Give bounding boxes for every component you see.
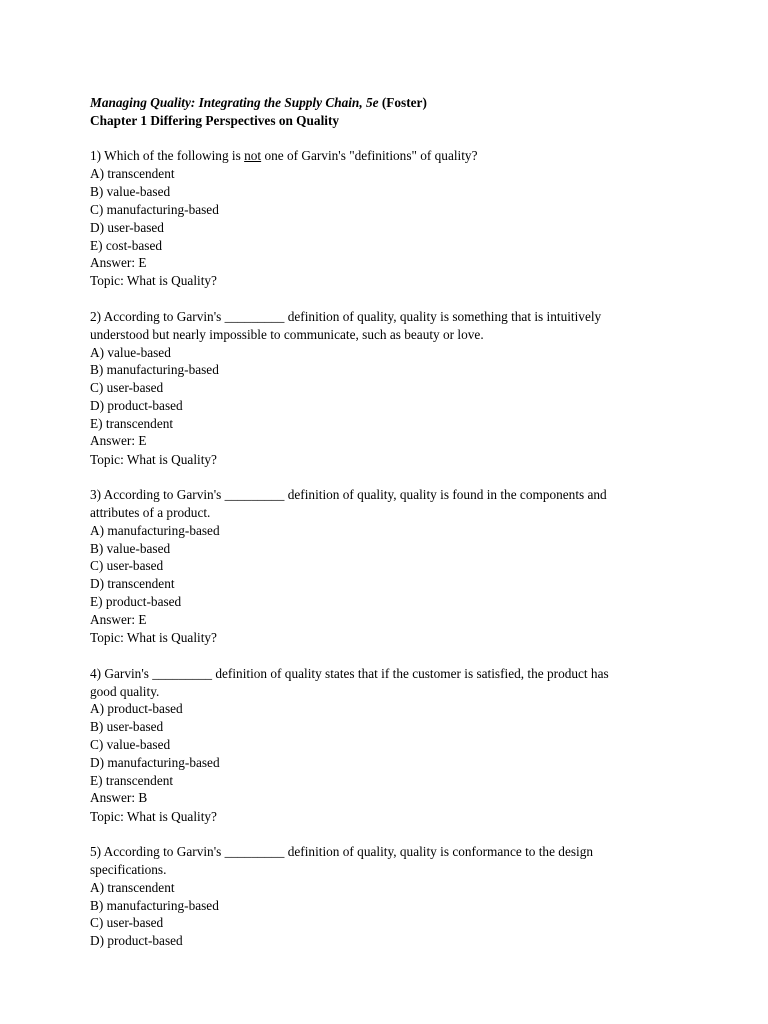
question-3-topic: Topic: What is Quality? bbox=[90, 630, 217, 645]
question-3-stem-line-2: attributes of a product. bbox=[90, 505, 211, 520]
question-4-option-b: B) user-based bbox=[90, 719, 164, 734]
question-2-option-a: A) value-based bbox=[90, 345, 171, 360]
question-1-option-d: D) user-based bbox=[90, 220, 164, 235]
question-5-option-c: C) user-based bbox=[90, 915, 164, 930]
question-3-option-d: D) transcendent bbox=[90, 576, 175, 591]
question-1-topic: Topic: What is Quality? bbox=[90, 273, 217, 288]
question-1-option-a: A) transcendent bbox=[90, 166, 175, 181]
question-1-answer: Answer: E bbox=[90, 255, 147, 270]
question-3-option-c: C) user-based bbox=[90, 558, 164, 573]
question-2-answer: Answer: E bbox=[90, 433, 147, 448]
question-5-option-d: D) product-based bbox=[90, 933, 183, 948]
stem-text: 1) Which of the following is bbox=[90, 148, 245, 163]
question-2-option-d: D) product-based bbox=[90, 398, 183, 413]
question-4-stem-line-2: good quality. bbox=[90, 684, 160, 699]
question-3-option-a: A) manufacturing-based bbox=[90, 523, 220, 538]
question-2-topic: Topic: What is Quality? bbox=[90, 452, 217, 467]
question-2-option-c: C) user-based bbox=[90, 380, 164, 395]
question-5-stem-line-2: specifications. bbox=[90, 862, 167, 877]
question-2-stem-line-2: understood but nearly impossible to communicate, such as beauty or love. bbox=[90, 327, 484, 342]
stem-text: one of Garvin's "definitions" of quality? bbox=[261, 148, 478, 163]
question-1-stem bbox=[90, 147, 477, 165]
stem-emphasis: not bbox=[244, 148, 262, 163]
question-5-option-a: A) transcendent bbox=[90, 880, 175, 895]
question-5-stem-line-1: 5) According to Garvin's _________ definition of quality, quality is conformance to the design bbox=[90, 844, 594, 859]
question-1-option-c: C) manufacturing-based bbox=[90, 202, 219, 217]
question-1-option-b: B) value-based bbox=[90, 184, 171, 199]
document-title bbox=[90, 94, 427, 112]
question-3-stem-line-1: 3) According to Garvin's _________ definition of quality, quality is found in the components and bbox=[90, 487, 607, 502]
question-4-answer: Answer: B bbox=[90, 790, 148, 805]
question-4-option-a: A) product-based bbox=[90, 701, 183, 716]
question-4-option-e: E) transcendent bbox=[90, 773, 174, 788]
chapter-heading: Chapter 1 Differing Perspectives on Quality bbox=[90, 113, 340, 128]
question-3-option-b: B) value-based bbox=[90, 541, 171, 556]
question-3-answer: Answer: E bbox=[90, 612, 147, 627]
question-4-option-d: D) manufacturing-based bbox=[90, 755, 220, 770]
question-5-option-b: B) manufacturing-based bbox=[90, 898, 219, 913]
question-4-option-c: C) value-based bbox=[90, 737, 171, 752]
author: (Foster) bbox=[381, 95, 427, 110]
question-4-stem-line-1: 4) Garvin's _________ definition of quality states that if the customer is satisfied, the product has bbox=[90, 666, 609, 681]
book-title: Managing Quality: Integrating the Supply Chain, 5e bbox=[90, 95, 379, 110]
question-3-option-e: E) product-based bbox=[90, 594, 182, 609]
question-1-option-e: E) cost-based bbox=[90, 238, 162, 253]
question-2-stem-line-1: 2) According to Garvin's _________ definition of quality, quality is something that is intuitively bbox=[90, 309, 602, 324]
question-2-option-e: E) transcendent bbox=[90, 416, 174, 431]
question-4-topic: Topic: What is Quality? bbox=[90, 809, 217, 824]
question-2-option-b: B) manufacturing-based bbox=[90, 362, 219, 377]
